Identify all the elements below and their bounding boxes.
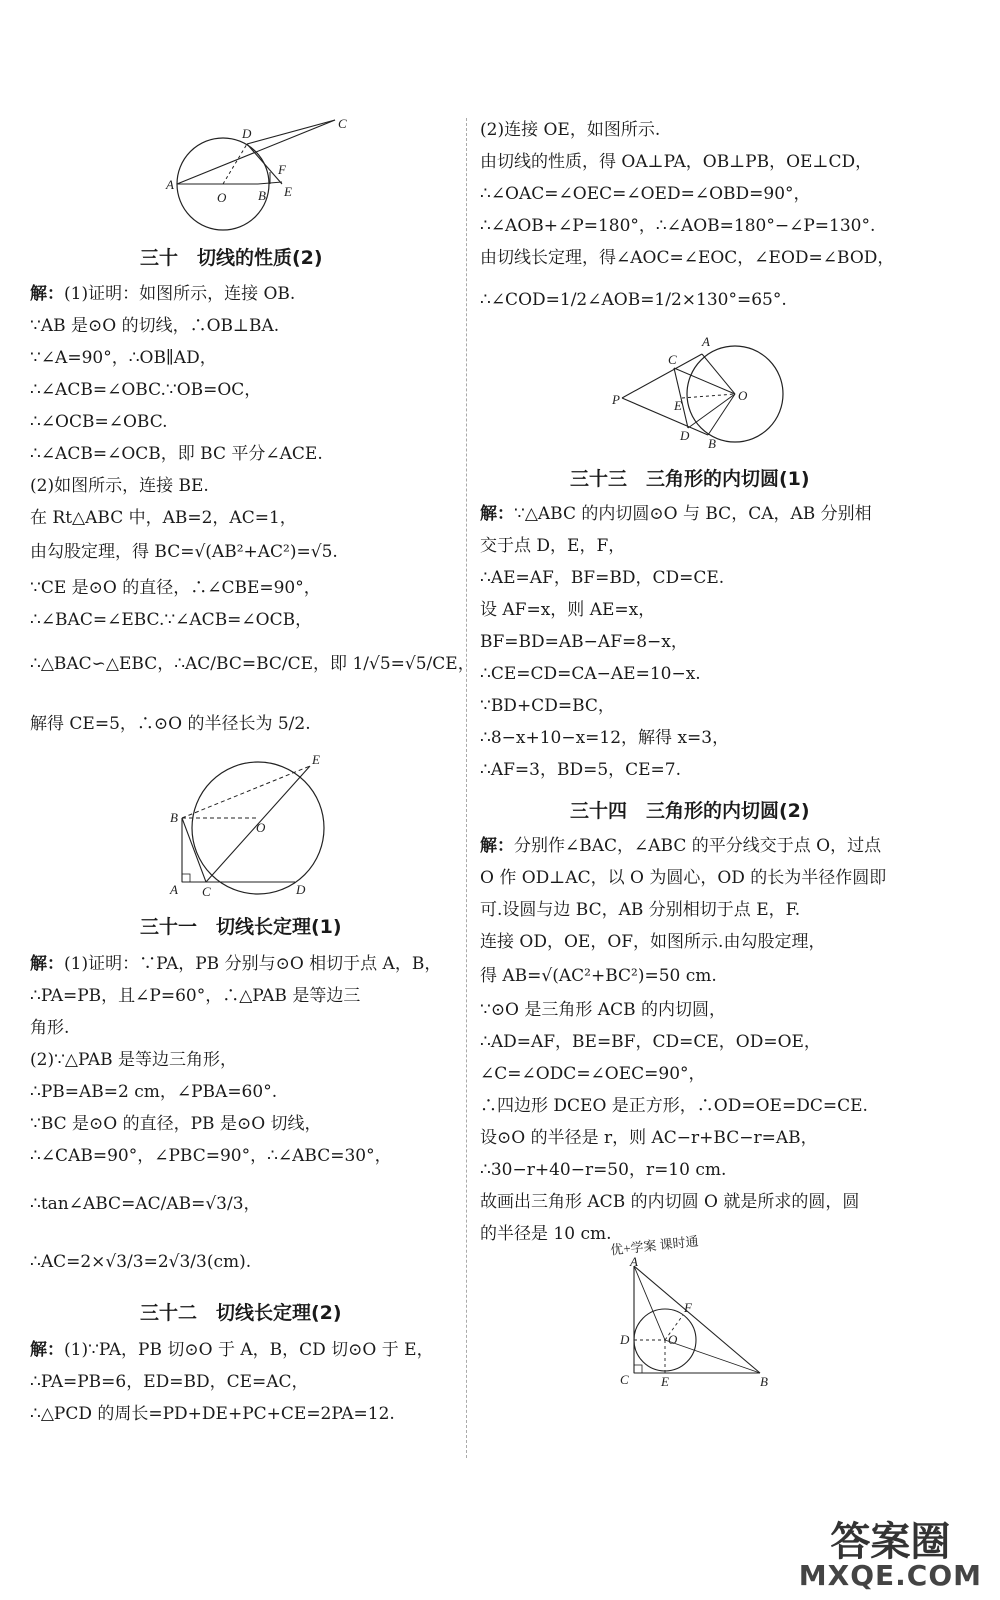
s34-line: ∴AD=AF，BE=BF，CD=CE，OD=OE， bbox=[480, 1032, 821, 1052]
s31-line: ∴AC=2×√3/3=2√3/3(cm). bbox=[30, 1252, 252, 1272]
solve-label: 解： bbox=[30, 954, 64, 974]
section-33-title: 三十三 三角形的内切圆(1) bbox=[570, 468, 810, 490]
s30-line: 由勾股定理，得 BC=√(AB²+AC²)=√5. bbox=[30, 542, 338, 562]
figure-tangent-lengths bbox=[610, 332, 810, 452]
fig3-label-O: O bbox=[738, 388, 748, 403]
s34-line: 得 AB=√(AC²+BC²)=50 cm. bbox=[480, 966, 717, 986]
fig1-label-O: O bbox=[217, 190, 227, 205]
s30-line: ∴∠ACB=∠OCB，即 BC 平分∠ACE. bbox=[30, 444, 323, 464]
watermark-url: MXQE.COM bbox=[798, 1559, 982, 1592]
fig2-label-O: O bbox=[256, 820, 266, 835]
s31-line: ∵BC 是⊙O 的直径，PB 是⊙O 切线， bbox=[30, 1114, 322, 1134]
s32-line: 解：(1)∵PA，PB 切⊙O 于 A，B，CD 切⊙O 于 E， bbox=[30, 1340, 434, 1360]
section-34-title: 三十四 三角形的内切圆(2) bbox=[570, 800, 810, 822]
s33-line: ∵BD+CD=BC， bbox=[480, 696, 615, 716]
s30-line: ∴△BAC∽△EBC，∴AC/BC=BC/CE，即 1/√5=√5/CE， bbox=[30, 654, 475, 674]
fig2-label-A: A bbox=[170, 882, 178, 897]
s34-line: 故画出三角形 ACB 的内切圆 O 就是所求的圆，圆 bbox=[480, 1192, 860, 1212]
s33-line: BF=BD=AB−AF=8−x， bbox=[480, 632, 688, 652]
s32-cont-line: 由切线的性质，得 OA⊥PA，OB⊥PB，OE⊥CD， bbox=[480, 152, 873, 172]
s30-line: ∵CE 是⊙O 的直径，∴∠CBE=90°， bbox=[30, 578, 321, 598]
fig4-label-C: C bbox=[620, 1372, 629, 1387]
fig1-label-F: F bbox=[278, 162, 286, 177]
s30-line: ∵AB 是⊙O 的切线，∴OB⊥BA. bbox=[30, 316, 280, 336]
s34-line: 设⊙O 的半径是 r，则 AC−r+BC−r=AB， bbox=[480, 1128, 818, 1148]
s30-line: 在 Rt△ABC 中，AB=2，AC=1， bbox=[30, 508, 297, 528]
s33-line: ∴AE=AF，BF=BD，CD=CE. bbox=[480, 568, 725, 588]
fig2-label-E: E bbox=[312, 752, 320, 767]
s31-line: ∴tan∠ABC=AC/AB=√3/3， bbox=[30, 1194, 261, 1214]
solve-label: 解： bbox=[30, 284, 64, 304]
solve-label: 解： bbox=[30, 1340, 64, 1360]
s33-line: 交于点 D，E，F， bbox=[480, 536, 626, 556]
s30-line: ∴∠ACB=∠OBC.∵OB=OC， bbox=[30, 380, 262, 400]
fig1-label-B: B bbox=[258, 188, 266, 203]
fig4-label-F: F bbox=[684, 1300, 692, 1315]
solve-label: 解： bbox=[480, 836, 514, 856]
stamp-watermark bbox=[600, 1160, 900, 1320]
section-30-title: 三十 切线的性质(2) bbox=[140, 247, 323, 269]
s32-cont-line: (2)连接 OE，如图所示. bbox=[480, 120, 661, 140]
s33-line: ∴CE=CD=CA−AE=10−x. bbox=[480, 664, 701, 684]
fig2-label-B: B bbox=[170, 810, 178, 825]
s32-line: ∴PA=PB=6，ED=BD，CE=AC， bbox=[30, 1372, 309, 1392]
s33-line: ∴8−x+10−x=12，解得 x=3， bbox=[480, 728, 730, 748]
fig3-label-C: C bbox=[668, 352, 677, 367]
s33-line: 设 AF=x，则 AE=x， bbox=[480, 600, 656, 620]
s31-line: (2)∵△PAB 是等边三角形， bbox=[30, 1050, 238, 1070]
site-watermark bbox=[798, 1519, 982, 1592]
fig4-label-D: D bbox=[620, 1332, 630, 1347]
s34-line: 的半径是 10 cm. bbox=[480, 1224, 612, 1244]
figure-circle-diameter bbox=[160, 752, 360, 902]
svg-text:优+学案 课时通: 优+学案 课时通 bbox=[609, 1233, 700, 1258]
fig4-label-B: B bbox=[760, 1374, 768, 1389]
s31-line: 角形. bbox=[30, 1018, 70, 1038]
figure-tangent-circle bbox=[166, 112, 390, 237]
s34-line: 解：分别作∠BAC，∠ABC 的平分线交于点 O，过点 bbox=[480, 836, 882, 856]
s30-line: ∴∠OCB=∠OBC. bbox=[30, 412, 168, 432]
s32-cont-line: 由切线长定理，得∠AOC=∠EOC，∠EOD=∠BOD， bbox=[480, 248, 895, 268]
column-divider bbox=[466, 118, 467, 1458]
s30-line: 解得 CE=5，∴⊙O 的半径长为 5/2. bbox=[30, 714, 311, 734]
s32-cont-line: ∴∠AOB+∠P=180°，∴∠AOB=180°−∠P=130°. bbox=[480, 216, 876, 236]
s33-line: 解：∵△ABC 的内切圆⊙O 与 BC，CA，AB 分别相 bbox=[480, 504, 872, 524]
fig1-label-C: C bbox=[338, 116, 347, 131]
s34-line: ∠C=∠ODC=∠OEC=90°， bbox=[480, 1064, 706, 1084]
s32-line: ∴△PCD 的周长=PD+DE+PC+CE=2PA=12. bbox=[30, 1404, 395, 1424]
fig2-label-C: C bbox=[202, 884, 211, 899]
s34-line: 可.设圆与边 BC，AB 分别相切于点 E，F. bbox=[480, 900, 801, 920]
s31-line: 解：(1)证明：∵PA，PB 分别与⊙O 相切于点 A，B， bbox=[30, 954, 442, 974]
fig3-label-E: E bbox=[674, 398, 682, 413]
s34-line: ∵⊙O 是三角形 ACB 的内切圆， bbox=[480, 1000, 726, 1020]
s32-cont-line: ∴∠OAC=∠OEC=∠OED=∠OBD=90°， bbox=[480, 184, 811, 204]
s30-line: ∵∠A=90°，∴OB∥AD， bbox=[30, 348, 217, 368]
watermark-logo-text: 答案圈 bbox=[830, 1519, 951, 1565]
s34-line: ∴四边形 DCEO 是正方形，∴OD=OE=DC=CE. bbox=[480, 1096, 868, 1116]
section-31-title: 三十一 切线长定理(1) bbox=[140, 916, 342, 938]
fig2-label-D: D bbox=[296, 882, 306, 897]
s30-line: (2)如图所示，连接 BE. bbox=[30, 476, 209, 496]
s31-line: ∴∠CAB=90°，∠PBC=90°，∴∠ABC=30°， bbox=[30, 1146, 392, 1166]
fig4-label-A: A bbox=[630, 1254, 638, 1269]
s30-line: 解：(1)证明：如图所示，连接 OB. bbox=[30, 284, 296, 304]
fig4-label-E: E bbox=[661, 1374, 669, 1389]
s33-line: ∴AF=3，BD=5，CE=7. bbox=[480, 760, 682, 780]
s31-line: ∴PB=AB=2 cm，∠PBA=60°. bbox=[30, 1082, 278, 1102]
s34-line: 连接 OD，OE，OF，如图所示.由勾股定理， bbox=[480, 932, 826, 952]
s32-cont-line: ∴∠COD=1/2∠AOB=1/2×130°=65°. bbox=[480, 290, 787, 310]
s30-line: ∴∠BAC=∠EBC.∵∠ACB=∠OCB， bbox=[30, 610, 313, 630]
fig3-label-P: P bbox=[612, 392, 620, 407]
fig3-label-B: B bbox=[708, 436, 716, 451]
fig1-label-A: A bbox=[166, 177, 174, 192]
fig4-label-O: O bbox=[668, 1332, 678, 1347]
s31-line: ∴PA=PB，且∠P=60°，∴△PAB 是等边三 bbox=[30, 986, 361, 1006]
fig1-label-D: D bbox=[242, 126, 252, 141]
section-32-title: 三十二 切线长定理(2) bbox=[140, 1302, 342, 1324]
s34-line: ∴30−r+40−r=50，r=10 cm. bbox=[480, 1160, 727, 1180]
solve-label: 解： bbox=[480, 504, 514, 524]
s34-line: O 作 OD⊥AC，以 O 为圆心，OD 的长为半径作圆即 bbox=[480, 868, 887, 888]
fig3-label-A: A bbox=[702, 334, 710, 349]
fig3-label-D: D bbox=[680, 428, 690, 443]
fig1-label-E: E bbox=[284, 184, 292, 199]
